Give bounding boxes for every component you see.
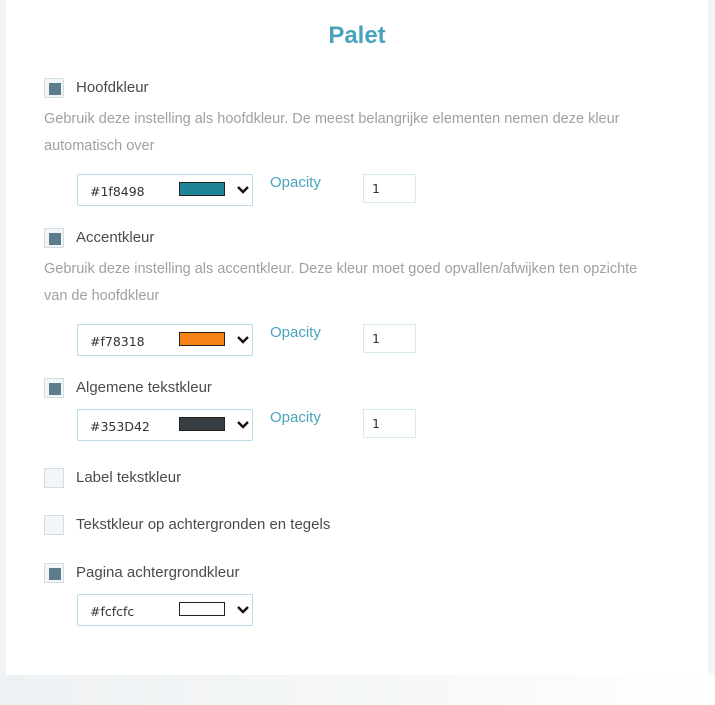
palette-panel (6, 0, 708, 675)
pagina-achtergrondkleur-color-select[interactable] (77, 594, 253, 626)
accentkleur-color-select[interactable] (77, 324, 253, 356)
hoofdkleur-row (44, 78, 644, 100)
algemene-tekstkleur-row (44, 378, 212, 400)
label-tekstkleur-checkbox[interactable] (44, 468, 64, 488)
algemene-tekstkleur-opacity-input[interactable]: 1 (363, 409, 416, 438)
accentkleur-description: Gebruik deze instelling als accentkleur. Deze kleur moet goed opvallen/afwijken ten opzichte van de hoofdkleur (44, 261, 638, 304)
hoofdkleur-opacity-label: Opacity (270, 174, 321, 191)
hoofdkleur-label: Hoofdkleur (76, 79, 149, 96)
hoofdkleur-checkbox[interactable] (44, 78, 64, 98)
algemene-tekstkleur-opacity-label: Opacity (270, 409, 321, 426)
accentkleur-color-row (77, 324, 644, 358)
algemene-tekstkleur-label: Algemene tekstkleur (76, 379, 212, 396)
chevron-down-icon (236, 332, 250, 348)
section-algemene-tekstkleur (44, 378, 380, 443)
algemene-tekstkleur-color-swatch (179, 417, 225, 431)
hoofdkleur-description: Gebruik deze instelling als hoofdkleur. De meest belangrijke elementen nemen deze kleur automatisch over (44, 111, 620, 154)
chevron-down-icon (236, 182, 250, 198)
chevron-down-icon (236, 417, 250, 433)
pagina-achtergrondkleur-label: Pagina achtergrondkleur (76, 564, 240, 581)
page-bottom-background (0, 675, 715, 705)
tekstkleur-achtergronden-label: Tekstkleur op achtergronden en tegels (76, 516, 331, 533)
algemene-tekstkleur-color-value: #353D42 (90, 419, 150, 434)
hoofdkleur-color-value: #1f8498 (90, 184, 145, 199)
accentkleur-opacity-label: Opacity (270, 324, 321, 341)
hoofdkleur-color-row (77, 174, 644, 208)
section-hoofdkleur (44, 78, 644, 208)
algemene-tekstkleur-checkbox[interactable] (44, 378, 64, 398)
page-title: Palet (328, 22, 386, 49)
hoofdkleur-color-swatch (179, 182, 225, 196)
section-accentkleur (44, 228, 644, 358)
pagina-achtergrondkleur-color-value: #fcfcfc (90, 604, 135, 619)
hoofdkleur-color-select[interactable] (77, 174, 253, 206)
accentkleur-checkbox[interactable] (44, 228, 64, 248)
tekstkleur-achtergronden-checkbox[interactable] (44, 515, 64, 535)
section-pagina-achtergrondkleur (44, 563, 240, 628)
hoofdkleur-opacity-input[interactable]: 1 (363, 174, 416, 203)
algemene-tekstkleur-color-select[interactable] (77, 409, 253, 441)
pagina-achtergrondkleur-checkbox[interactable] (44, 563, 64, 583)
accentkleur-label: Accentkleur (76, 229, 155, 246)
accentkleur-opacity-input[interactable]: 1 (363, 324, 416, 353)
accentkleur-color-swatch (179, 332, 225, 346)
label-tekstkleur-label: Label tekstkleur (76, 469, 182, 486)
accentkleur-color-value: #f78318 (90, 334, 145, 349)
pagina-achtergrondkleur-row (44, 563, 240, 585)
pagina-achtergrondkleur-color-swatch (179, 602, 225, 616)
chevron-down-icon (236, 602, 250, 618)
accentkleur-row (44, 228, 644, 250)
